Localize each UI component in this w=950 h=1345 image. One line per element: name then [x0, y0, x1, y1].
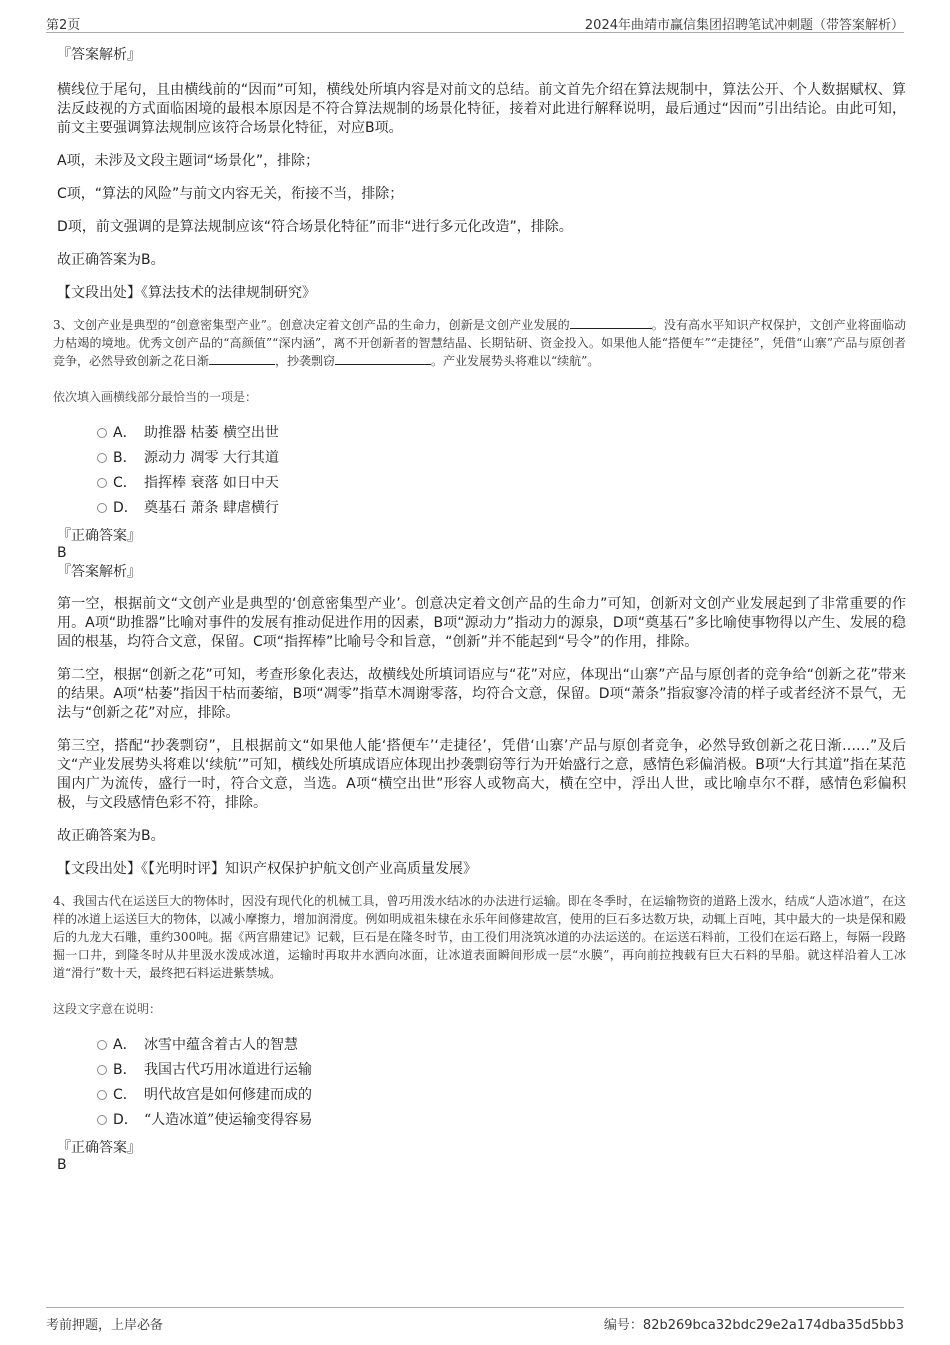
option-letter: C． — [113, 475, 137, 491]
passage-source: 【文段出处】《算法技术的法律规制研究》 — [57, 285, 316, 301]
page-footer — [46, 1307, 904, 1338]
option-d[interactable] — [57, 1108, 906, 1133]
option-text: “人造冰道”使运输变得容易 — [144, 1112, 313, 1128]
analysis-paragraph: 横线位于尾句，且由横线前的“因而”可知，横线处所填内容是对前文的总结。前文首先介绍在算法规制中，算法公开、个人数据赋权、算法反歧视的方式面临困境的最根本原因是不符合算法规制的场景化特征，接着对此进行解释说明，最后通过“因而”引出结论。由此可知，前文主要强调算法规制应该符合场景化特征，对应B项。 — [57, 82, 906, 136]
footer-slogan: 考前押题，上岸必备 — [46, 1318, 164, 1333]
option-c[interactable] — [57, 1083, 906, 1108]
option-text: 奠基石 萧条 肆虐横行 — [144, 500, 279, 516]
blank-line — [570, 316, 652, 329]
option-letter: A． — [113, 425, 137, 441]
option-a[interactable] — [57, 421, 906, 446]
radio-button[interactable] — [97, 1040, 107, 1050]
option-letter: C． — [113, 1087, 137, 1103]
option-letter: B． — [113, 450, 137, 466]
question-3-text — [53, 316, 906, 370]
option-letter: B． — [113, 1062, 137, 1078]
option-b[interactable] — [57, 1058, 906, 1083]
question-4-text: 4、我国古代在运送巨大的物体时，因没有现代化的机械工具，曾巧用泼水结冰的办法进行运输。即在冬季时，在运输物资的道路上泼水，结成“人造冰道”，在这样的冰道上运送巨大的物体，以减小摩擦力，增加润滑度。例如明成祖朱棣在永乐年间修建故宫，使用的巨石多达数万块，动辄上百吨，其中最大的一块是保和殿后的九龙大石雕，重约300吨。据《两宫鼎建记》记载，巨石是在隆冬时节，由工役们用浇筑冰道的办法运送的。在运送石料前，工役们在运石路上，每隔一段路掘一口井，到隆冬时从井里汲水泼成冰道，运输时再取井水洒向冰面，让冰道表面瞬间形成一层“水膜”，再向前拉拽载有巨大石料的旱船。就这样沿着人工冰道“滑行”数十天，最终把石料运进紫禁城。 — [53, 894, 906, 980]
option-text: 助推器 枯萎 横空出世 — [144, 425, 279, 441]
question-3-prompt: 依次填入画横线部分最恰当的一项是： — [53, 390, 258, 404]
radio-button[interactable] — [97, 1090, 107, 1100]
analysis-conclusion: 故正确答案为B。 — [57, 252, 165, 268]
radio-button[interactable] — [97, 1115, 107, 1125]
document-code-label: 编号： — [603, 1318, 643, 1333]
correct-answer-value: B — [57, 1157, 67, 1173]
option-text: 冰雪中蕴含着古人的智慧 — [144, 1037, 298, 1053]
document-title: 2024年曲靖市赢信集团招聘笔试冲刺题（带答案解析） — [584, 18, 904, 33]
option-b[interactable] — [57, 446, 906, 471]
page-header — [46, 12, 904, 33]
correct-answer-heading: 『正确答案』 — [57, 528, 141, 544]
radio-button[interactable] — [97, 503, 107, 513]
analysis-option-d: D项，前文强调的是算法规制应该“符合场景化特征”而非“进行多元化改造”，排除。 — [57, 219, 573, 235]
analysis-paragraph: 第三空，搭配“抄袭剽窃”，且根据前文“如果他人能‘搭便车’‘走捷径’，凭借‘山寨’产品与原创者竞争，必然导致创新之花日渐……”及后文“产业发展势头将难以‘续航’”可知，横线处所填成语应体现出抄袭剽窃等行为开始盛行之意，感情色彩偏消极。B项“大行其道”指在某范围内广为流传，盛行一时，符合文意，当选。A项“横空出世”形容人或物高大，横在空中，浮出人世，或比喻卓尔不群，感情色彩偏积极，与文段感情色彩不符，排除。 — [57, 738, 906, 811]
option-c[interactable] — [57, 471, 906, 496]
radio-button[interactable] — [97, 478, 107, 488]
analysis-heading: 『答案解析』 — [57, 564, 141, 580]
analysis-paragraph: 第二空，根据“创新之花”可知，考查形象化表达，故横线处所填词语应与“花”对应，体现出“山寨”产品与原创者的竞争给“创新之花”带来的结果。A项“枯萎”指因干枯而萎缩，B项“凋零”指草木凋谢零落，均符合文意，保留。D项“萧条”指寂寥冷清的样子或者经济不景气，无法与“创新之花”对应，排除。 — [57, 667, 906, 721]
question-3-text-part: ，抄袭剽窃 — [275, 354, 336, 368]
passage-source: 【文段出处】《【光明时评】知识产权保护护航文创产业高质量发展》 — [57, 861, 477, 877]
option-text: 明代故宫是如何修建而成的 — [144, 1087, 312, 1103]
question-3-text-part: 。没有高水平知识产权保护，文创产业将面临动力枯竭的境地。优秀文创产品的“高颜值”“深内涵”，离不开创新者的智慧结晶、长期钻研、资金投入。如果他人能“搭便车”“走捷径”，凭借“山寨”产品与原创者竞争，必然导致创新之花日渐 — [53, 318, 906, 368]
option-text: 源动力 凋零 大行其道 — [144, 450, 279, 466]
question-4-options — [57, 1033, 906, 1133]
analysis-conclusion: 故正确答案为B。 — [57, 828, 165, 844]
question-4-prompt: 这段文字意在说明： — [53, 1002, 162, 1016]
blank-line — [335, 352, 431, 365]
page-number: 第2页 — [46, 18, 81, 33]
blank-line — [209, 352, 275, 365]
option-d[interactable] — [57, 496, 906, 521]
option-letter: A． — [113, 1037, 137, 1053]
radio-button[interactable] — [97, 1065, 107, 1075]
page-content — [53, 46, 906, 1173]
option-a[interactable] — [57, 1033, 906, 1058]
option-text: 我国古代巧用冰道进行运输 — [144, 1062, 312, 1078]
document-code-value: 82b269bca32bdc29e2a174dba35d5bb3 — [642, 1318, 904, 1333]
radio-button[interactable] — [97, 453, 107, 463]
analysis-heading: 『答案解析』 — [57, 47, 141, 63]
question-3-text-part: 3、文创产业是典型的“创意密集型产业”。创意决定着文创产品的生命力，创新是文创产业发展的 — [53, 318, 570, 332]
correct-answer-value: B — [57, 545, 67, 561]
document-code — [604, 1314, 904, 1333]
question-3-options — [57, 421, 906, 521]
analysis-option-c: C项，“算法的风险”与前文内容无关，衔接不当，排除； — [57, 186, 404, 202]
option-letter: D． — [113, 500, 138, 516]
radio-button[interactable] — [97, 428, 107, 438]
option-text: 指挥棒 衰落 如日中天 — [144, 475, 279, 491]
option-letter: D． — [113, 1112, 138, 1128]
correct-answer-heading: 『正确答案』 — [57, 1140, 141, 1156]
analysis-option-a: A项，未涉及文段主题词“场景化”，排除； — [57, 153, 320, 169]
question-3-text-part: 。产业发展势头将难以“续航”。 — [431, 354, 600, 368]
analysis-paragraph: 第一空，根据前文“文创产业是典型的‘创意密集型产业’。创意决定着文创产品的生命力”可知，创新对文创产业发展起到了非常重要的作用。A项“助推器”比喻对事件的发展有推动促进作用的因素，B项“源动力”指动力的源泉，D项“奠基石”多比喻使事物得以产生、发展的稳固的根基，均符合文意，保留。C项“指挥棒”比喻号令和旨意，“创新”并不能起到“号令”的作用，排除。 — [57, 596, 906, 650]
